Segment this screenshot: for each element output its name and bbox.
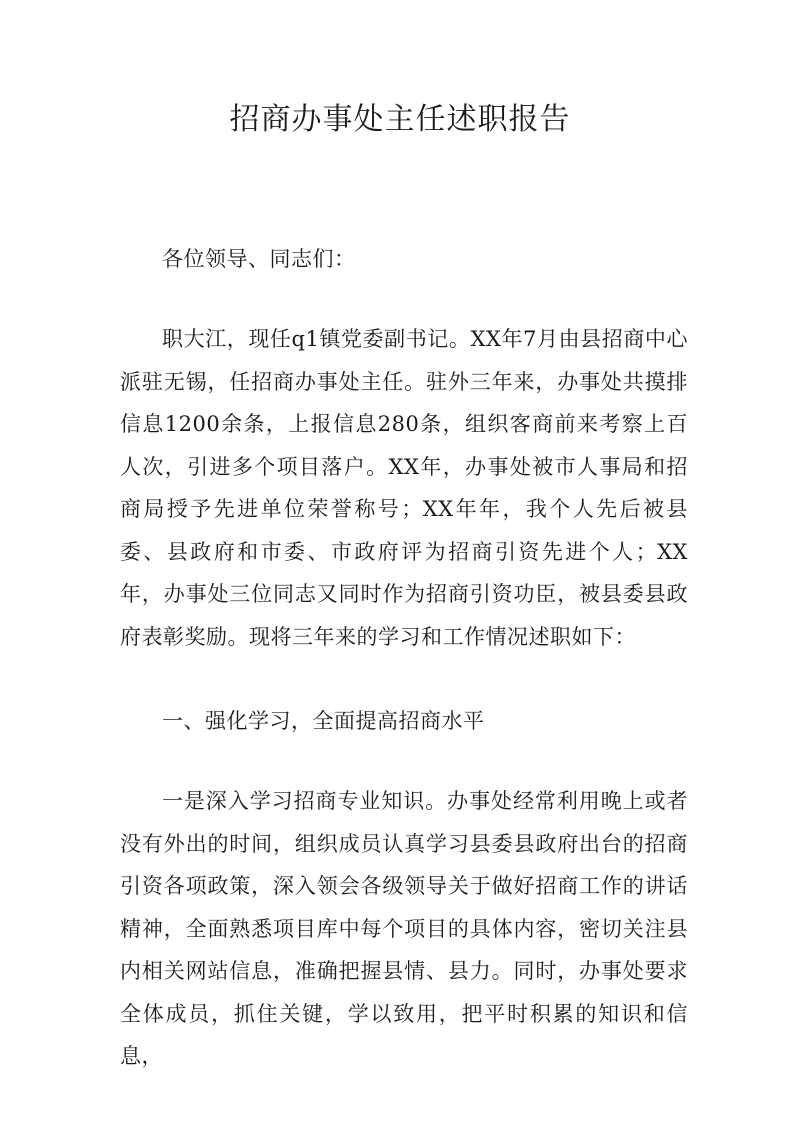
intro-paragraph: 职大江，现任q1镇党委副书记。XX年7月由县招商中心派驻无锡，任招商办事处主任。驻外三年来，办事处共摸排信息1200余条，上报信息280条，组织客商前来考察上百人次，引进多个项目落户。XX年，办事处被市人事局和招商局授予先进单位荣誉称号；XX年年，我个人先后被县委、县政府和市委、市政府评为招商引资先进个人；XX年，办事处三位同志又同时作为招商引资功臣，被县委县政府表彰奖励。现将三年来的学习和工作情况述职如下： <box>120 327 688 649</box>
salutation: 各位领导、同志们： <box>162 247 356 271</box>
section-heading: 一、强化学习，全面提高招商水平 <box>162 709 485 733</box>
body-paragraph: 一是深入学习招商专业知识。办事处经常利用晚上或者没有外出的时间，组织成员认真学习县委县政府出台的招商引资各项政策，深入领会各级领导关于做好招商工作的讲话精神，全面熟悉项目库中每个项目的具体内容，密切关注县内相关网站信息，准确把握县情、县力。同时，办事处要求全体成员，抓住关键，学以致用，把平时积累的知识和信息， <box>120 789 688 1068</box>
document-title: 招商办事处主任述职报告 <box>229 102 571 137</box>
